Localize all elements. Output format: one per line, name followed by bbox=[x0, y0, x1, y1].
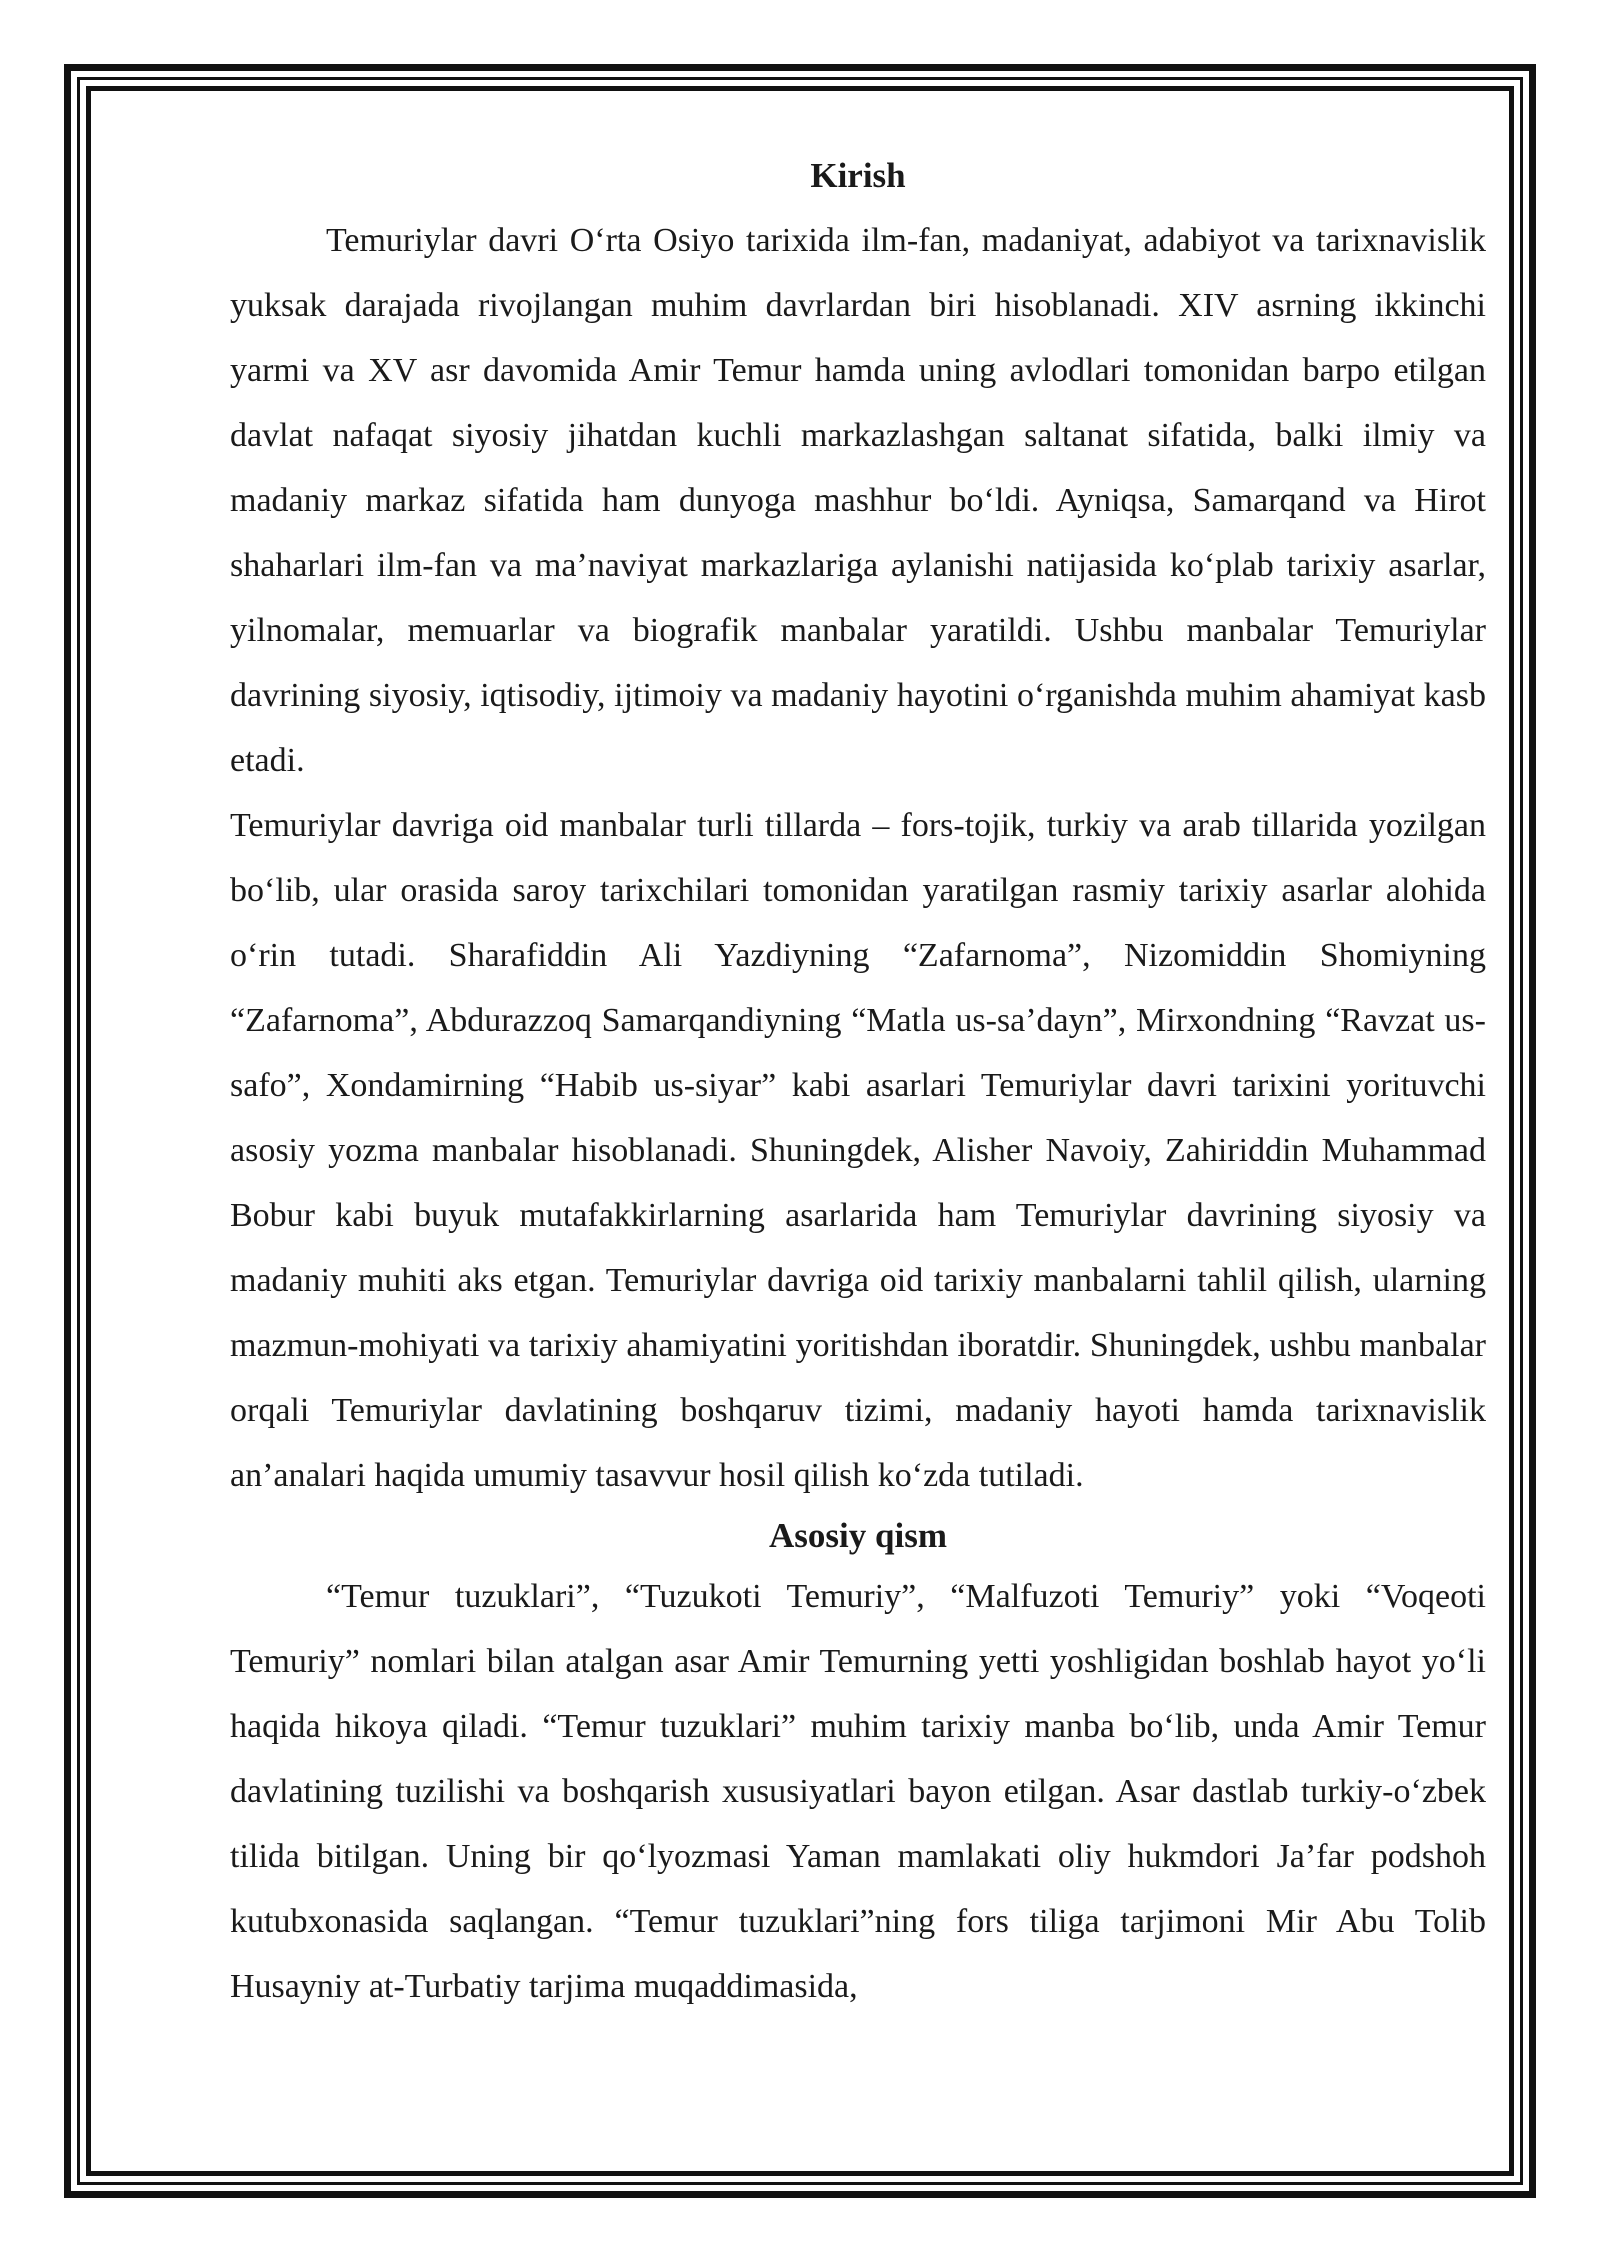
paragraph-temur-tuzuklari: “Temur tuzuklari”, “Tuzukoti Temuriy”, “Malfuzoti Temuriy” yoki “Voqeoti Temuriy” nomlari bilan atalgan asar Amir Temurning yetti yoshligidan boshlab hayot yo‘li haqida hikoya qiladi. “Temur tuzuklari” muhim tarixiy manba bo‘lib, unda Amir Temur davlatining tuzilishi va boshqarish xususiyatlari bayon etilgan. Asar dastlab turkiy-o‘zbek tilida bitilgan. Uning bir qo‘lyozmasi Yaman mamlakati oliy hukmdori Ja’far podshoh kutubxonasida saqlangan. “Temur tuzuklari”ning fors tiliga tarjimoni Mir Abu Tolib Husayniy at-Turbatiy tarjima muqaddimasida, bbox=[230, 1578, 1486, 2005]
paragraph-intro: Temuriylar davri O‘rta Osiyo tarixida ilm-fan, madaniyat, adabiyot va tarixnavislik yuksak darajada rivojlangan muhim davrlardan biri hisoblanadi. XIV asrning ikkinchi yarmi va XV asr davomida Amir Temur hamda uning avlodlari tomonidan barpo etilgan davlat nafaqat siyosiy jihatdan kuchli markazlashgan saltanat sifatida, balki ilmiy va madaniy markaz sifatida ham dunyoga mashhur bo‘ldi. Ayniqsa, Samarqand va Hirot shaharlari ilm-fan va ma’naviyat markazlariga aylanishi natijasida ko‘plab tarixiy asarlar, yilnomalar, memuarlar va biografik manbalar yaratildi. Ushbu manbalar Temuriylar davrining siyosiy, iqtisodiy, ijtimoiy va madaniy hayotini o‘rganishda muhim ahamiyat kasb etadi. bbox=[230, 222, 1486, 779]
heading-asosiy-qism: Asosiy qism bbox=[769, 1516, 947, 1555]
heading-kirish: Kirish bbox=[810, 156, 906, 195]
paragraph-sources: Temuriylar davriga oid manbalar turli tillarda – fors-tojik, turkiy va arab tillarida yozilgan bo‘lib, ular orasida saroy tarixchilari tomonidan yaratilgan rasmiy tarixiy asarlar alohida o‘rin tutadi. Sharafiddin Ali Yazdiyning “Zafarnoma”, Nizomiddin Shomiyning “Zafarnoma”, Abdurazzoq Samarqandiyning “Matla us-sa’dayn”, Mirxondning “Ravzat us-safo”, Xondamirning “Habib us-siyar” kabi asarlari Temuriylar davri tarixini yorituvchi asosiy yozma manbalar hisoblanadi. Shuningdek, Alisher Navoiy, Zahiriddin Muhammad Bobur kabi buyuk mutafakkirlarning asarlarida ham Temuriylar davrining siyosiy va madaniy muhiti aks etgan. Temuriylar davriga oid tarixiy manbalarni tahlil qilish, ularning mazmun-mohiyati va tarixiy ahamiyatini yoritishdan iboratdir. Shuningdek, ushbu manbalar orqali Temuriylar davlatining boshqaruv tizimi, madaniy hayoti hamda tarixnavislik an’analari haqida umumiy tasavvur hosil qilish ko‘zda tutiladi. bbox=[230, 807, 1486, 1494]
document-body bbox=[230, 148, 1486, 2019]
